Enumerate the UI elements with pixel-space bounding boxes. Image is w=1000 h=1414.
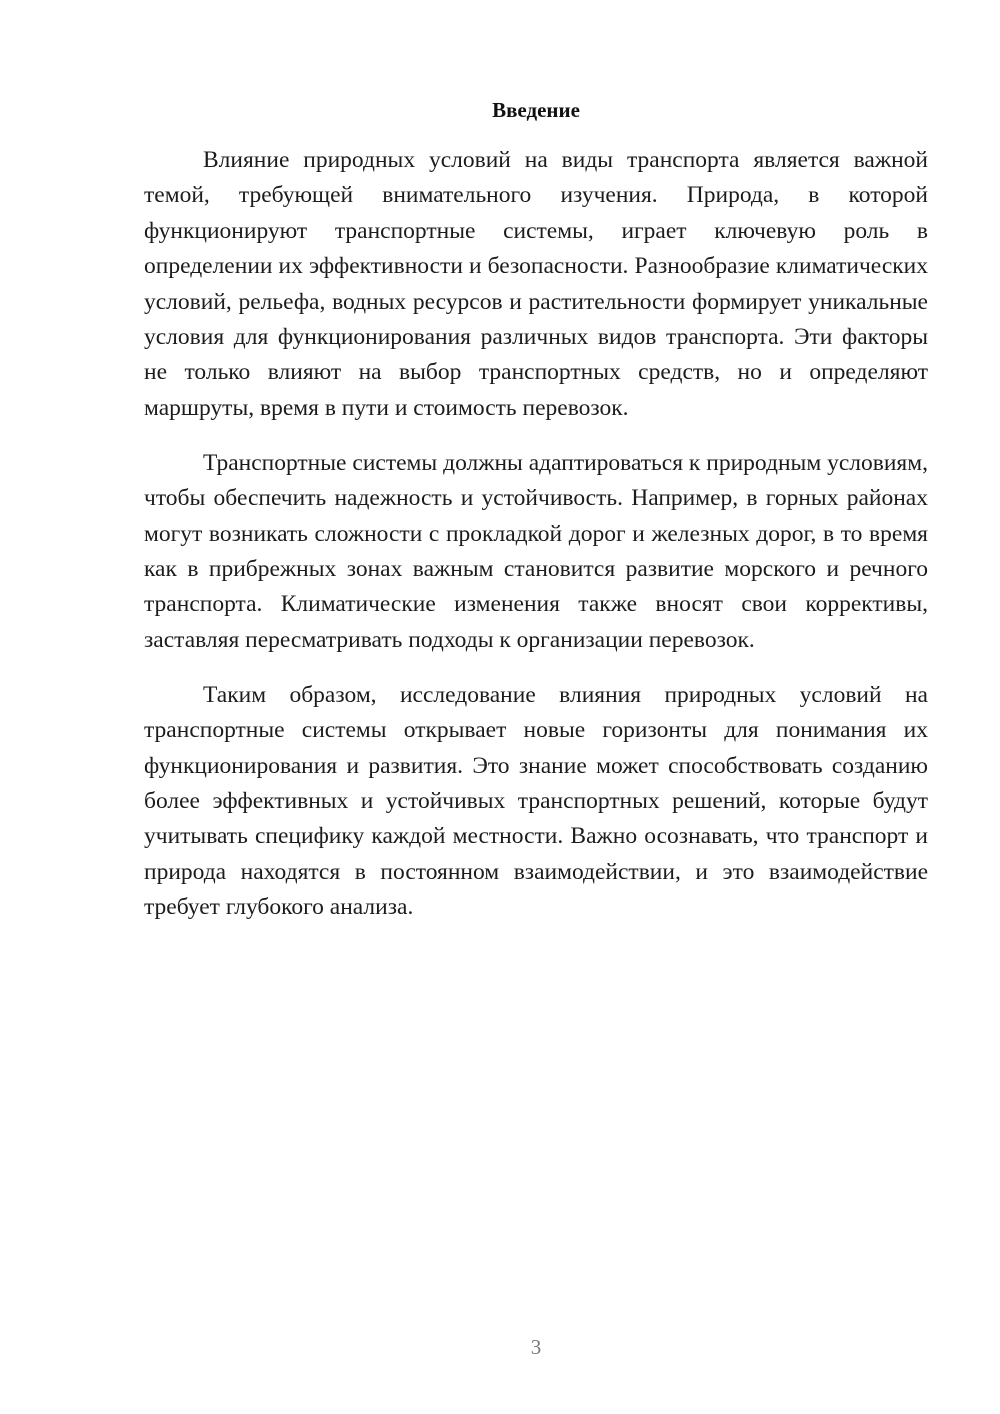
page-content	[144, 96, 928, 926]
paragraph-1: Влияние природных условий на виды транспорта является важной темой, требующей внимательного изучения. Природа, в которой функционируют транспортные системы, играет ключевую роль в определении их эффективности и безопасности. Разнообразие климатических условий, рельефа, водных ресурсов и растительности формирует уникальные условия для функционирования различных видов транспорта. Эти факторы не только влияют на выбор транспортных средств, но и определяют маршруты, время в пути и стоимость перевозок.	[144, 147, 928, 421]
paragraph-2: Транспортные системы должны адаптироваться к природным условиям, чтобы обеспечить надежность и устойчивость. Например, в горных районах могут возникать сложности с прокладкой дорог и железных дорог, в то время как в прибрежных зонах важным становится развитие морского и речного транспорта. Климатические изменения также вносят свои коррективы, заставляя пересматривать подходы к организации перевозок.	[144, 449, 928, 653]
page-number: 3	[530, 1335, 542, 1359]
paragraph-3: Таким образом, исследование влияния природных условий на транспортные системы открывает новые горизонты для понимания их функционирования и развития. Это знание может способствовать созданию более эффективных и устойчивых транспортных решений, которые будут учитывать специфику каждой местности. Важно осознавать, что транспорт и природа находятся в постоянном взаимодействии, и это взаимодействие требует глубокого анализа.	[144, 681, 928, 921]
section-heading: Введение	[492, 98, 580, 122]
